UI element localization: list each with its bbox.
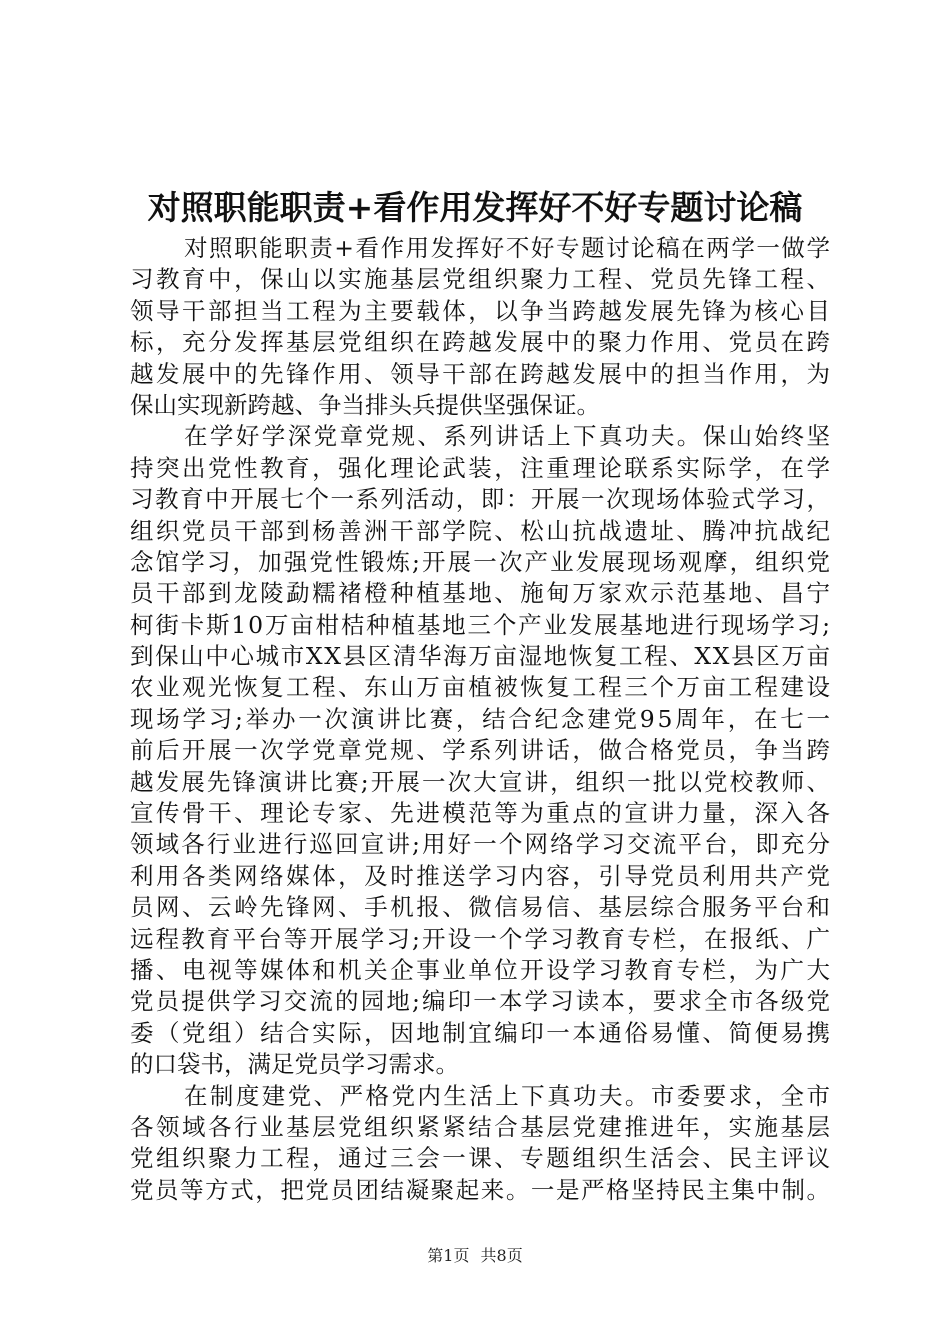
body-line: 组织党员干部到杨善洲干部学院、松山抗战遗址、腾冲抗战纪: [130, 516, 833, 545]
page-footer: [0, 1245, 950, 1267]
body-line: 委（党组）结合实际，因地制宜编印一本通俗易懂、简便易携: [130, 1018, 833, 1047]
body-line: 领域各行业进行巡回宣讲;用好一个网络学习交流平台，即充分: [130, 830, 833, 859]
body-line: 各领域各行业基层党组织紧紧结合基层党建推进年，实施基层: [130, 1112, 833, 1141]
body-line: 利用各类网络媒体，及时推送学习内容，引导党员利用共产党: [130, 861, 833, 890]
body-line: 领导干部担当工程为主要载体，以争当跨越发展先锋为核心目: [130, 296, 833, 325]
body-line: 越发展先锋演讲比赛;开展一次大宣讲，组织一批以党校教师、: [130, 767, 833, 796]
body-line: 越发展中的先锋作用、领导干部在跨越发展中的担当作用，为: [130, 359, 833, 388]
body-line: 柯街卡斯10万亩柑桔种植基地三个产业发展基地进行现场学习;: [130, 610, 832, 639]
body-line: 在学好学深党章党规、系列讲话上下真功夫。保山始终坚: [184, 422, 833, 451]
body-line: 宣传骨干、理论专家、先进模范等为重点的宣讲力量，深入各: [130, 799, 833, 828]
body-line: 习教育中，保山以实施基层党组织聚力工程、党员先锋工程、: [130, 265, 833, 294]
body-line: 念馆学习，加强党性锻炼;开展一次产业发展现场观摩，组织党: [130, 547, 833, 576]
body-line: 在制度建党、严格党内生活上下真功夫。市委要求，全市: [184, 1081, 833, 1110]
body-line: 播、电视等媒体和机关企事业单位开设学习教育专栏，为广大: [130, 955, 833, 984]
body-line: 的口袋书，满足党员学习需求。: [130, 1050, 459, 1079]
body-line: 保山实现新跨越、争当排头兵提供坚强保证。: [130, 390, 600, 419]
body-line: 对照职能职责+看作用发挥好不好专题讨论稿在两学一做学: [184, 234, 832, 262]
document-body: [130, 233, 833, 1206]
body-line: 持突出党性教育，强化理论武装，注重理论联系实际学，在学: [130, 453, 833, 482]
body-line: 标，充分发挥基层党组织在跨越发展中的聚力作用、党员在跨: [130, 328, 833, 357]
document-title: 对照职能职责+看作用发挥好不好专题讨论稿: [147, 188, 803, 227]
body-line: 党组织聚力工程，通过三会一课、专题组织生活会、民主评议: [130, 1144, 833, 1173]
body-line: 习教育中开展七个一系列活动，即：开展一次现场体验式学习，: [130, 485, 832, 514]
body-line: 远程教育平台等开展学习;开设一个学习教育专栏，在报纸、广: [130, 924, 833, 953]
body-line: 员干部到龙陵勐糯褚橙种植基地、施甸万家欢示范基地、昌宁: [130, 579, 833, 608]
body-line: 党员等方式，把党员团结凝聚起来。一是严格坚持民主集中制。: [130, 1175, 832, 1204]
body-line: 前后开展一次学党章党规、学系列讲话，做合格党员，争当跨: [130, 736, 833, 765]
body-line: 到保山中心城市XX县区清华海万亩湿地恢复工程、XX县区万亩: [130, 642, 832, 671]
body-line: 农业观光恢复工程、东山万亩植被恢复工程三个万亩工程建设: [130, 673, 833, 702]
body-line: 员网、云岭先锋网、手机报、微信易信、基层综合服务平台和: [130, 893, 833, 922]
body-line: 党员提供学习交流的园地;编印一本学习读本，要求全市各级党: [130, 987, 833, 1016]
page-number: 第1页: [427, 1246, 470, 1265]
body-line: 现场学习;举办一次演讲比赛，结合纪念建党95周年，在七一: [130, 704, 833, 733]
page-total: 共8页: [480, 1246, 523, 1265]
